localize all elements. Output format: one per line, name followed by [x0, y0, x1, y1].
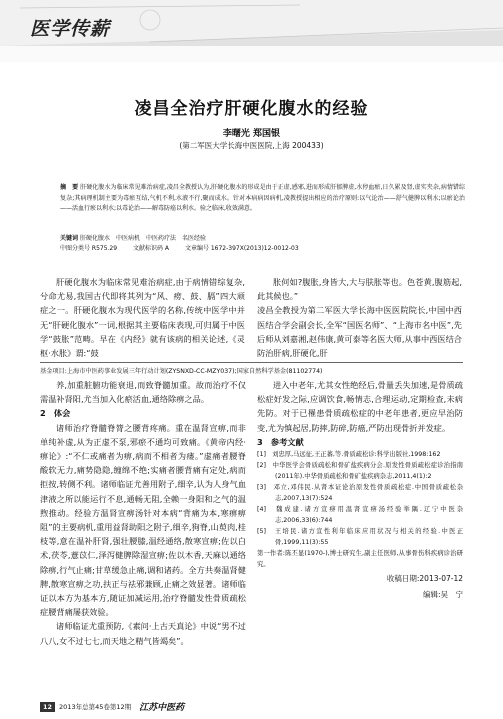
reference-item: [3] 邓立,邓伟民.从肾本证论治原发性骨质疏松症.中国骨质疏松杂志,2007,13(7):524 [257, 484, 463, 503]
reference-list [257, 449, 463, 570]
body-column-2 [257, 275, 462, 360]
keywords [60, 234, 465, 244]
abstract-text: 肝硬化腹水为临床常见难治病症,凌昌全教授认为,肝硬化腹水的形成是由于正虚,感邪,进而形成肝郁脾虚,水停血瘀,日久累及肾,虚实夹杂,病情错综复杂;其病理机制主要为毒瘀互结,气机不利,水液不行,聚而成水。针对本病病因病机,凌教授提出相应的治疗原则:以气论治——舒气健脾以利水;以瘀论治——活血行瘀以利水;以毒论治——解毒防癌以利水。验之临床,收效满意。 [60, 184, 465, 212]
article-authors: 李曙光 郑国银 [222, 129, 281, 139]
section-heading: 2 体会 [40, 408, 71, 419]
article-number: 文章编号 1672-397X(2013)12-0012-03 [184, 245, 299, 252]
reference-item: [1] 刘忠厚,马远征,王正蕃,等.骨质疏松诊:科学出版社,1998:162 [257, 451, 441, 459]
editor-credit: 编辑:吴 宁 [422, 590, 463, 600]
issue-info: 2013年总第45卷第12期 [59, 703, 132, 711]
article-affiliation: (第二军医大学长海中医医院,上海 200433) [179, 141, 324, 150]
abstract [60, 183, 465, 215]
paragraph: 诸师治疗脊髓脊膂之腰背疼痛。重在温肾宣痹,而非单纯补虚,从为正虚不泵,邪瘀不通均可致痛。《黄帝内经·痹论》:“不仁或痛者为痹,病而不相者为瘘。”虚痛者腰脊酸软无力,痛势隐隐,缠绵不绝;实痛者腰背痛有定处,病而拒按,转侧不利。诸师临证尤善用附子,细辛,认为人身气血津液之所以能运行不息,通畅无阻,全赖一身阳和之气的温煦推动。经验方温肾宣痹汤针对本病“背痛为本,寒痹痹阻”的主要病机,重用益肾助阳之附子,细辛,狗脊,山萸肉,桂枝等,意在温补肝肾,强壮腰膝,温经通络,散寒宣痹;佐以白术,茯苓,薏苡仁,泽泻健脾除湿宣痹;佐以木香,天麻以通络除痹,行气止痛;甘草缓急止痛,调和诸药。全方共奏温肾健脾,散寒宣痹之功,扶正与祛邪兼顾,止痛之效显著。诸师临证以本方为基本方,随证加减运用,治疗脊髓发性骨质疏松症腰背痛屡获效验。 [40, 422, 246, 618]
paragraph: 诸师临证尤重预防,《素问·上古天真论》中说“男不过八八,女不过七七,而天地之精气皆竭矣”。 [40, 621, 246, 646]
paragraph: 肝硬化腹水为临床常见难治病症,由于病情错综复杂,兮命尤易,我国古代即将其列为“风、痨、鼓、膈”四大顽症之一。肝硬化腹水为现代医学的名称,传统中医学中并无“肝硬化腹水”一词,根据其主要临床表现,可归属于中医学“鼓胀”范畴。早在《内经》就有该病的相关论述,《灵枢·水胀》谓:“鼓 [40, 277, 245, 359]
abstract-label: 摘 要 [60, 184, 79, 191]
clc-number: 中图分类号 R575.29 [60, 245, 118, 252]
received-date: 收稿日期:2013-07-12 [386, 574, 463, 584]
journal-name: 江苏中医药 [139, 703, 185, 713]
classification-line [60, 244, 465, 254]
references-heading: 3 参考文献 [257, 436, 304, 447]
paragraph: 养,加重脏腑功能衰退,而致脊髓加重。故而治疗不仅需温补肾阳,尤当加入化瘀活血,通络除痹之品。 [40, 380, 246, 405]
body-column-4 [257, 378, 463, 602]
funding-note: 基金项目:上海市中医药事业发展三年行动计划(ZYSNXD-CC-MZY037);国家自然科学基金(81102774) [40, 362, 463, 375]
keywords-label: 关键词 [60, 235, 79, 242]
article-title: 凌昌全治疗肝硬化腹水的经验 [134, 99, 369, 119]
reference-item: [5] 王培民.诸方宣性利年临床应用状况与相关的经验.中医正骨,1999,11(3):55 [257, 528, 463, 547]
paragraph: 进入中老年,尤其女性绝经后,骨量丢失加速,是骨质疏松症好发之际,应调饮食,畅情志,合理运动,定期检查,未病先防。对于已罹患骨质疏松症的中老年患者,更应早治防变,尤为慎起居,防摔,防碎,防癌,严防出现骨折并发症。 [257, 380, 463, 433]
body-column-1 [40, 275, 245, 360]
reference-item: [2] 中华医学会骨质疏松和骨矿盐疾病分会.原发性骨质疏松症诊治指南(2011年).中华骨质疏松和骨矿盐疾病杂志,2011,4(1):2 [257, 462, 463, 481]
banner-title: 医学传薪 [30, 18, 111, 40]
keywords-text: 肝硬化腹水 中医病机 中医药疗法 名医经验 [79, 235, 206, 242]
reference-item: [4] 魏成建.诸方宣痹用温肾宣痹汤经验举隅.辽宁中医杂志,2006,33(6):744 [257, 506, 463, 525]
page-footer [40, 700, 184, 713]
body-column-3 [40, 378, 246, 648]
author-note: 第一作者:陈丕显(1970-),博士研究生,副主任医师,从事骨伤科疾病诊治研究。 [257, 550, 463, 569]
page-number: 12 [40, 702, 55, 712]
document-code: 文献标识码 A [133, 245, 170, 252]
paragraph: 胀何如?腹胀,身皆大,大与肤胀等也。色苍黄,腹筋起,此其候也。” 凌昌全教授为第二军医大学长海中医医院院长,中国中西医结合学会副会长,全军“国医名师”、“上海市名中医”,先后师从刘嘉湘,赵伟康,黄可泰等名医大师,从事中西医结合防治肝病,肝硬化,肝 [257, 277, 462, 359]
section-banner [0, 0, 503, 62]
